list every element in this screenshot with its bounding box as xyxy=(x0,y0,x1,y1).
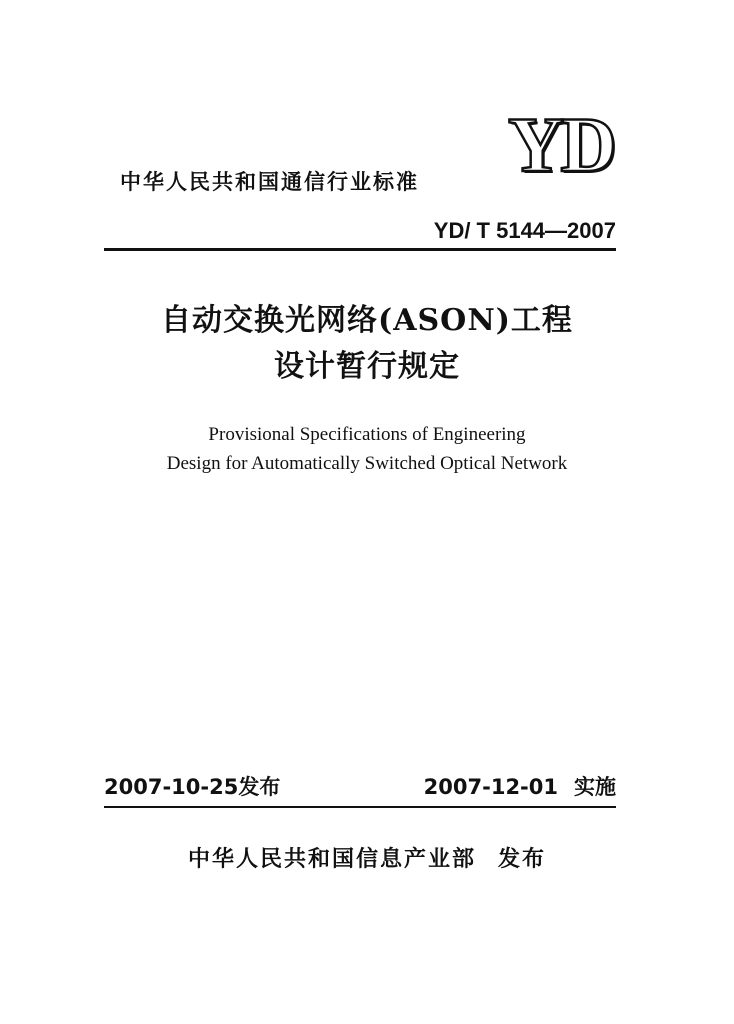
english-title-line1: Provisional Specifications of Engineering xyxy=(208,424,526,445)
english-title xyxy=(0,420,734,478)
publisher-action: 发布 xyxy=(498,847,547,872)
issue-date-block xyxy=(104,771,280,801)
publisher-name: 中华人民共和国信息产业部 xyxy=(187,847,476,872)
bottom-divider xyxy=(104,806,616,808)
top-divider xyxy=(104,248,616,251)
implement-date: 2007-12-01 xyxy=(423,775,558,799)
standard-category: 中华人民共和国通信行业标准 xyxy=(120,170,419,194)
chinese-title xyxy=(0,298,734,390)
implement-date-block xyxy=(424,771,616,801)
standard-number: YD/ T 5144—2007 xyxy=(433,218,616,243)
publisher-line xyxy=(0,842,734,873)
english-title-line2: Design for Automatically Switched Optical Network xyxy=(166,453,568,474)
implement-label: 实施 xyxy=(574,775,616,799)
issue-date: 2007-10-25 xyxy=(104,775,239,799)
yd-logo: YD xyxy=(508,101,613,188)
date-row xyxy=(104,771,616,803)
issue-label: 发布 xyxy=(238,775,281,799)
chinese-title-line1: 自动交换光网络(ASON)工程 xyxy=(161,303,573,338)
chinese-title-line2: 设计暂行规定 xyxy=(274,349,460,384)
